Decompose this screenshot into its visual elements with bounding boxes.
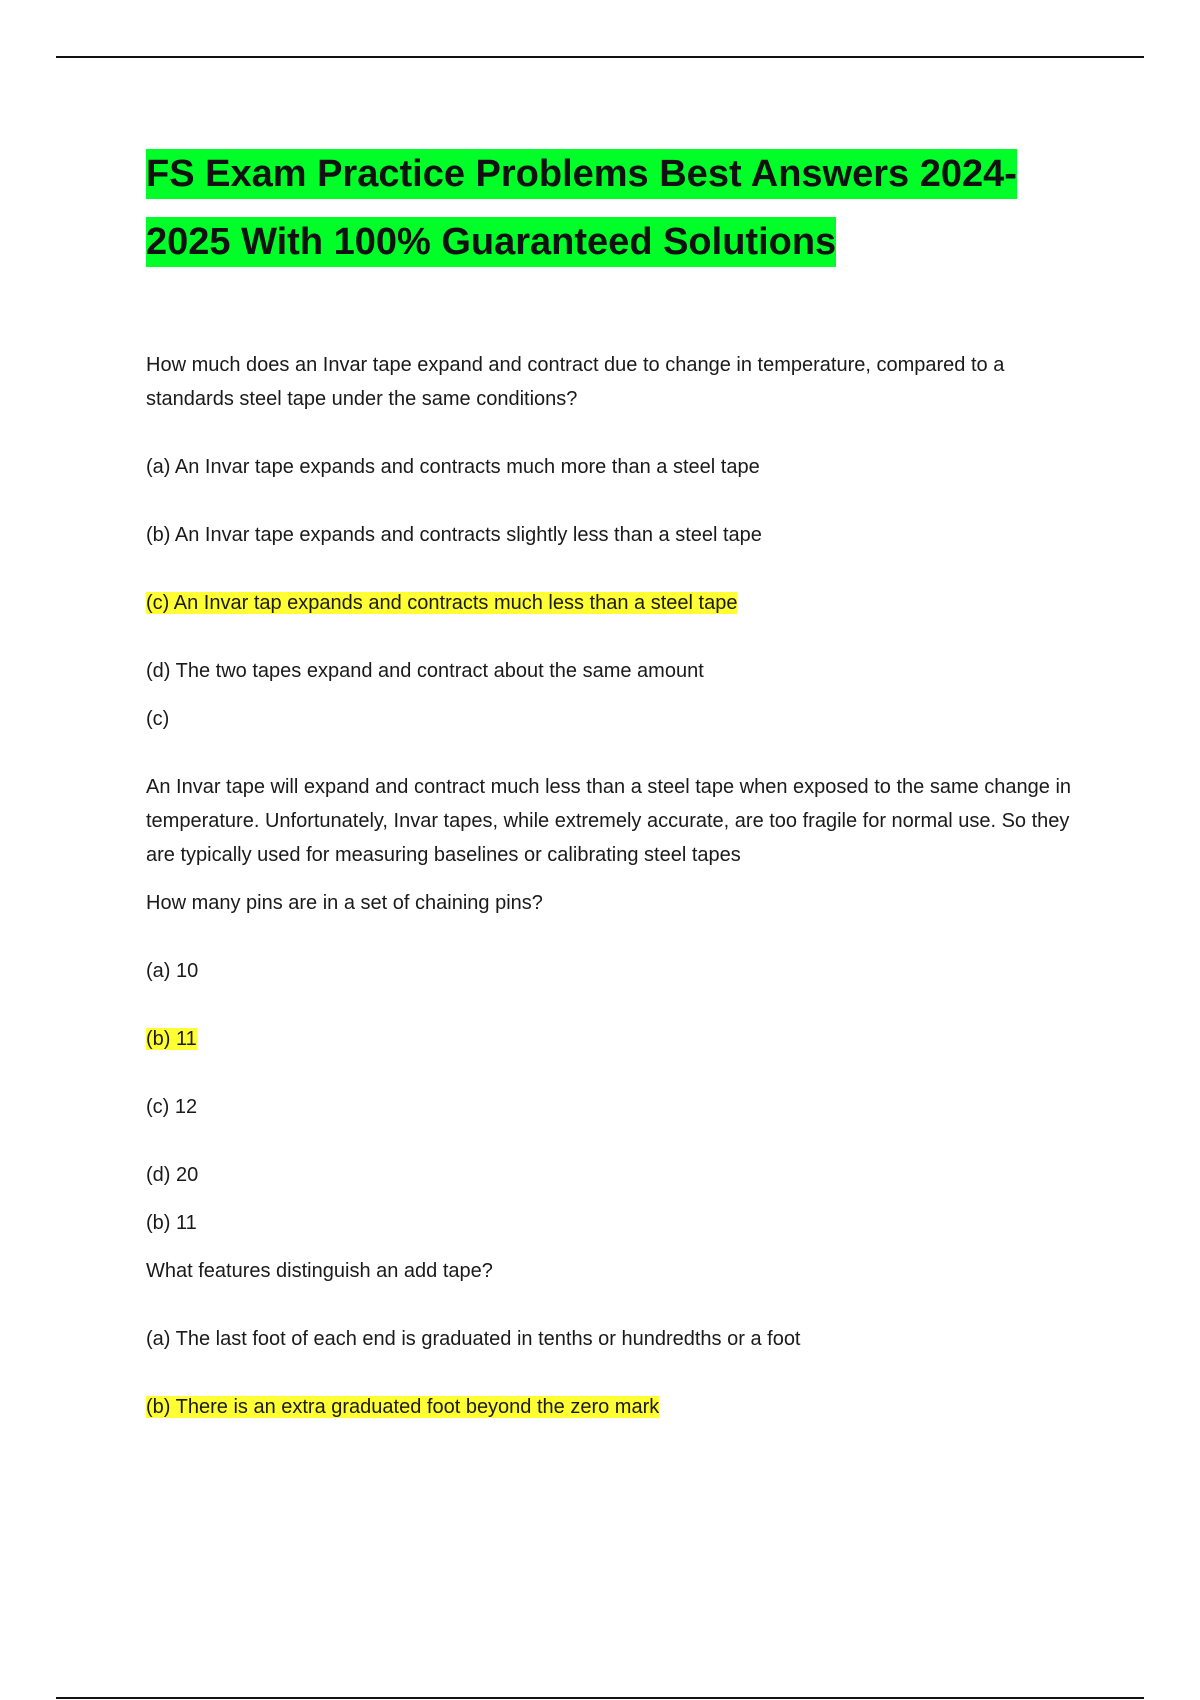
question-2-option-d: (d) 20 (146, 1164, 199, 1186)
question-1-text: How much does an Invar tape expand and contract due to change in temperature, compared to a standards steel tape under the same conditions? (146, 354, 1005, 410)
question-1-answer: (c) (146, 708, 170, 730)
question-1-option-c (146, 586, 1086, 620)
question-2-text: How many pins are in a set of chaining pins? (146, 892, 543, 914)
document-page (146, 140, 1086, 1424)
document-title-text: FS Exam Practice Problems Best Answers 2024-2025 With 100% Guaranteed Solutions (146, 149, 1017, 267)
question-2-option-c: (c) 12 (146, 1096, 198, 1118)
question-3-text: What features distinguish an add tape? (146, 1260, 493, 1282)
footer-rule (56, 1697, 1144, 1699)
question-1-option-d: (d) The two tapes expand and contract about the same amount (146, 660, 704, 682)
question-3-option-b (146, 1390, 1086, 1424)
document-title (146, 140, 1086, 276)
question-3-option-a: (a) The last foot of each end is graduated in tenths or hundredths or a foot (146, 1328, 801, 1350)
question-1-option-a: (a) An Invar tape expands and contracts much more than a steel tape (146, 456, 760, 478)
question-2-option-a: (a) 10 (146, 960, 199, 982)
question-1-option-c-highlight: (c) An Invar tap expands and contracts much less than a steel tape (146, 592, 738, 614)
question-2-option-b-highlight: (b) 11 (146, 1028, 197, 1050)
question-1-option-b: (b) An Invar tape expands and contracts slightly less than a steel tape (146, 524, 762, 546)
question-2-option-b (146, 1022, 1086, 1056)
question-3-option-b-highlight: (b) There is an extra graduated foot beyond the zero mark (146, 1396, 660, 1418)
header-rule (56, 56, 1144, 58)
question-2-answer: (b) 11 (146, 1212, 197, 1234)
question-1-explanation: An Invar tape will expand and contract much less than a steel tape when exposed to the same change in temperature. Unfortunately, Invar tapes, while extremely accurate, are too fragile for normal use. So they are typically used for measuring baselines or calibrating steel tapes (146, 776, 1072, 866)
